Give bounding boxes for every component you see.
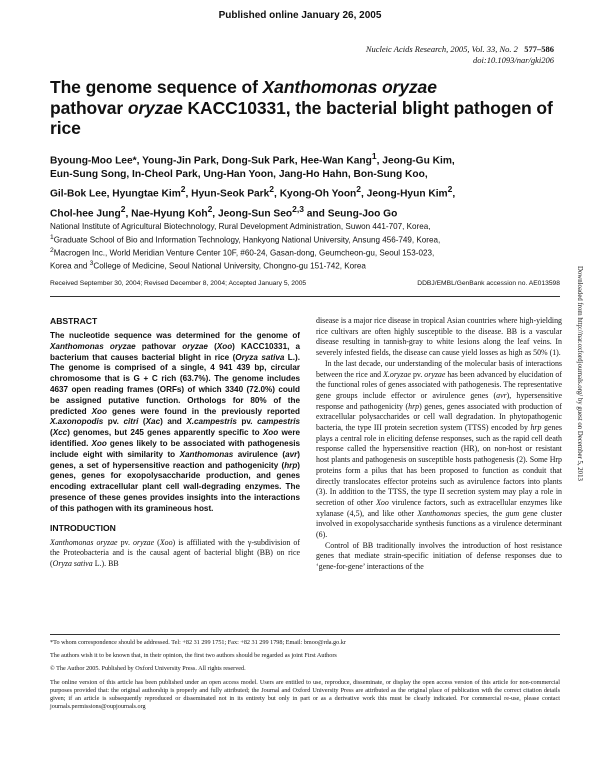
body-paragraph-2: In the last decade, our understanding of the molecular basis of interactions between the rice and X.oryzae pv. oryzae has been advanced by elucidation of the functional roles of genes associated with pathogenesis. The representative gene groups include effector or avirulence genes (avr), hypersensitive response and pathogenicity (hrp) genes, genes associated with production of extracellular polysaccharides or cell wall degradation. In phytopathogenic bacteria, the type III protein secretion system (TTSS) encoded by hrp genes plays a central role in eliciting defense responses, such as the rapid cell death response called the hypersensitive reaction (HR), on non-host or resistant host plants and pathogenesis on susceptible hosts pathogenesis (2). Some Hrp proteins form a pilus that has been proposed to function as conduit that directly translocates effector proteins such as avirulence factors into plants (3). In addition to the TTSS, the type II secretion system may play a role in secretion of other Xoo virulence factors, such as extracellular enzymes like xylanase (4,5), and like other Xanthomonas species, the gum gene cluster involved in exopolysaccharide synthesis functions as a virulence determinant (6).: [316, 358, 563, 540]
license-note: The online version of this article has been published under an open access model. Users are entitled to use, reproduce, disseminate, or display the open access version of this article for non-commercial purposes provided that: the original authorship is properly and fully attributed; the Journal and Oxford University Press are attributed as the original place of publication with the correct citation details given; if an article is subsequently reproduced or disseminated not in its entirety but only in part or as a derivative work this must be clearly indicated. For commercial re-use, please contact journals.permissions@oupjournals.org: [50, 678, 560, 711]
published-online-banner: Published online January 26, 2005: [218, 10, 382, 21]
copyright-note: © The Author 2005. Published by Oxford University Press. All rights reserved.: [50, 665, 246, 673]
author-list: Byoung-Moo Lee*, Young-Jin Park, Dong-Suk Park, Hee-Wan Kang$^1$, Jeong-Gu Kim, Eun-Sung Song, In-Cheol Park, Ung-Han Yoon, Jang-Ho Hahn, Bon-Sung Koo, Gil-Bok Lee, Hyungtae Kim$^2$, Hyun-Seok Park$^2$, Kyong-Oh Yoon$^2$, Jeong-Hyun Kim$^2$, Chol-hee Jung$^2$, Nae-Hyung Koh$^2$, Jeong-Sun Seo$^{2,3}$ and Seung-Joo Go: [50, 151, 456, 220]
page-range: 577–586: [524, 44, 554, 54]
received-dates: Received September 30, 2004; Revised December 8, 2004; Accepted January 5, 2005: [50, 280, 307, 287]
article-dates: [50, 280, 560, 287]
right-column: [316, 316, 562, 573]
download-watermark: Downloaded from http://nar.oxfordjournals.org/ by guest on December 5, 2013: [576, 266, 583, 481]
doi: doi:10.1093/nar/gki206: [473, 55, 554, 65]
abstract-text: The nucleotide sequence was determined for the genome of Xanthomonas oryzae pathovar oryzae (Xoo) KACC10331, a bacterium that causes bacterial blight in rice (Oryza sativa L.). The genome is comprised of a single, 4 941 439 bp, circular chromosome that is G + C rich (63.7%). The genome includes 4637 open reading frames (ORFs) of which 3340 (72.0%) could be assigned putative function. Orthologs for 80% of the predicted Xoo genes were found in the previously reported X.axonopodis pv. citri (Xac) and X.campestris pv. campestris (Xcc) genomes, but 245 genes apparently specific to Xoo were identified. Xoo genes likely to be associated with pathogenesis include eight with similarity to Xanthomonas avirulence (avr) genes, a set of hypersensitive reaction and pathogenicity (hrp) genes, genes for exopolysaccharide production, and genes encoding extracellular plant cell wall-degrading enzymes. The presence of these genes provides insights into the interactions of this pathogen with its gramineous host.: [50, 331, 301, 513]
accession-number: DDBJ/EMBL/GenBank accession no. AE013598: [417, 280, 560, 287]
article-title: The genome sequence of Xanthomonas oryzae pathovar oryzae KACC10331, the bacterial blight pathogen of rice: [50, 77, 553, 138]
header-divider: [50, 296, 560, 297]
footnote-divider: [50, 634, 560, 635]
journal-line: Nucleic Acids Research, 2005, Vol. 33, No. 2: [365, 44, 518, 54]
introduction-text: Xanthomonas oryzae pv. oryzae (Xoo) is affiliated with the γ-subdivision of the Proteobacteria and is the causal agent of bacterial blight (BB) on rice (Oryza sativa L.). BB: [50, 537, 300, 568]
journal-citation: [366, 44, 554, 66]
introduction-heading: INTRODUCTION: [50, 522, 116, 533]
equal-contribution-note: The authors wish it to be known that, in their opinion, the first two authors should be regarded as joint First Authors: [50, 652, 337, 660]
abstract-heading: ABSTRACT: [50, 316, 98, 326]
correspondence-note: *To whom correspondence should be addressed. Tel: +82 31 299 1751; Fax: +82 31 299 1798; Email: bmoo@rda.go.kr: [50, 639, 346, 646]
footnotes: [50, 639, 560, 716]
affiliations: National Institute of Agricultural Biotechnology, Rural Development Administration, Suwon 441-707, Korea, $^1$Graduate School of Bio and Information Technology, Hankyong National University, Ansung 456-749, Korea, $^2$Macrogen Inc., World Meridian Venture Center 10F, #60-24, Gasan-dong, Geumcheon-gu, Seoul 153-023, Korea and $^3$College of Medicine, Seoul National University, Chongno-gu 151-742, Korea: [50, 222, 441, 271]
body-paragraph-1: disease is a major rice disease in tropical Asian countries where high-yielding rice cultivars are often highly susceptible to the disease. BB is a vascular disease resulting in tannish-gray to white lesions along the leaf veins. In severely infested fields, the disease can cause yield losses as high as 50% (1).: [316, 316, 562, 358]
left-column: [50, 316, 300, 570]
body-paragraph-3: Control of BB traditionally involves the introduction of host resistance genes that mediate strain-specific initiation of defense responses due to ‘gene-for-gene’ interactions of the: [316, 540, 562, 572]
